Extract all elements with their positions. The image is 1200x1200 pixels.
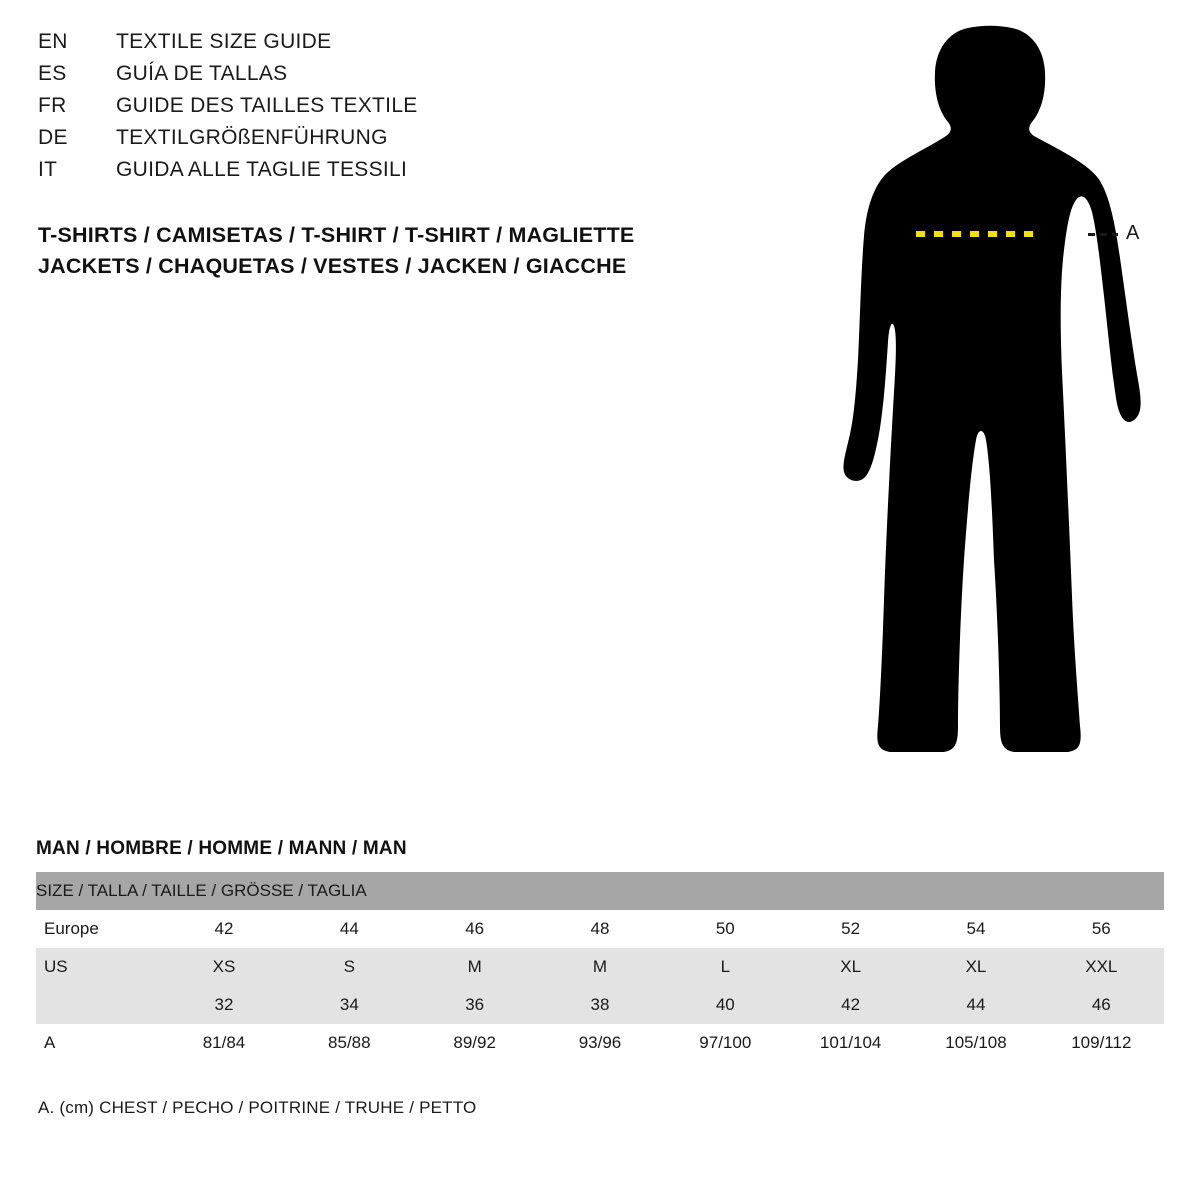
- table-cell: 48: [537, 910, 662, 948]
- table-cell: 97/100: [663, 1024, 788, 1062]
- table-cell: 54: [913, 910, 1038, 948]
- table-cell: 93/96: [537, 1024, 662, 1062]
- language-row: [38, 94, 738, 126]
- row-label: A: [36, 1024, 161, 1062]
- table-cell: 44: [287, 910, 412, 948]
- table-footnote: A. (cm) CHEST / PECHO / POITRINE / TRUHE / PETTO: [38, 1098, 477, 1117]
- table-cell: 85/88: [287, 1024, 412, 1062]
- language-row: [38, 158, 738, 190]
- measure-pointer-dashes: [1088, 233, 1118, 236]
- table-row: [36, 986, 1164, 1024]
- language-row: [38, 62, 738, 94]
- table-cell: 56: [1039, 910, 1164, 948]
- measure-marker-label: A: [1126, 222, 1140, 244]
- table-cell: 46: [1039, 986, 1164, 1024]
- garment-category-list: [38, 220, 798, 282]
- table-cell: 32: [161, 986, 286, 1024]
- table-cell: 42: [161, 910, 286, 948]
- language-title: GUÍA DE TALLAS: [116, 62, 288, 85]
- row-label: [36, 986, 161, 1024]
- table-cell: L: [663, 948, 788, 986]
- table-header-row: [36, 872, 1164, 910]
- language-code: IT: [38, 158, 58, 181]
- table-cell: 101/104: [788, 1024, 913, 1062]
- category-tshirts: T-SHIRTS / CAMISETAS / T-SHIRT / T-SHIRT / MAGLIETTE: [38, 223, 635, 247]
- table-cell: XL: [913, 948, 1038, 986]
- size-table: [36, 872, 1164, 1062]
- language-row: [38, 30, 738, 62]
- table-row: [36, 948, 1164, 986]
- table-group-title: MAN / HOMBRE / HOMME / MANN / MAN: [36, 838, 407, 859]
- table-cell: 105/108: [913, 1024, 1038, 1062]
- table-cell: XS: [161, 948, 286, 986]
- language-title: TEXTILE SIZE GUIDE: [116, 30, 332, 53]
- table-cell: 38: [537, 986, 662, 1024]
- table-cell: 81/84: [161, 1024, 286, 1062]
- table-cell: 89/92: [412, 1024, 537, 1062]
- row-label: Europe: [36, 910, 161, 948]
- table-header-label: SIZE / TALLA / TAILLE / GRÖSSE / TAGLIA: [36, 872, 1164, 910]
- table-cell: 36: [412, 986, 537, 1024]
- size-table-section: [36, 838, 1164, 1062]
- table-cell: 50: [663, 910, 788, 948]
- table-cell: XXL: [1039, 948, 1164, 986]
- table-cell: S: [287, 948, 412, 986]
- language-code: ES: [38, 62, 67, 85]
- body-silhouette-figure: [820, 20, 1180, 790]
- table-cell: XL: [788, 948, 913, 986]
- table-cell: M: [412, 948, 537, 986]
- language-list: [38, 30, 738, 190]
- table-cell: 44: [913, 986, 1038, 1024]
- language-code: FR: [38, 94, 67, 117]
- table-cell: 52: [788, 910, 913, 948]
- row-label: US: [36, 948, 161, 986]
- language-title: GUIDA ALLE TAGLIE TESSILI: [116, 158, 408, 181]
- table-row: [36, 910, 1164, 948]
- language-title: GUIDE DES TAILLES TEXTILE: [116, 94, 418, 117]
- language-code: DE: [38, 126, 68, 149]
- language-row: [38, 126, 738, 158]
- table-row: [36, 1024, 1164, 1062]
- table-cell: 40: [663, 986, 788, 1024]
- language-code: EN: [38, 30, 68, 53]
- table-cell: 34: [287, 986, 412, 1024]
- table-cell: 42: [788, 986, 913, 1024]
- table-cell: 109/112: [1039, 1024, 1164, 1062]
- category-jackets: JACKETS / CHAQUETAS / VESTES / JACKEN / GIACCHE: [38, 254, 627, 278]
- table-cell: 46: [412, 910, 537, 948]
- male-silhouette-icon: [820, 20, 1180, 790]
- language-title: TEXTILGRÖßENFÜHRUNG: [116, 126, 388, 149]
- table-cell: M: [537, 948, 662, 986]
